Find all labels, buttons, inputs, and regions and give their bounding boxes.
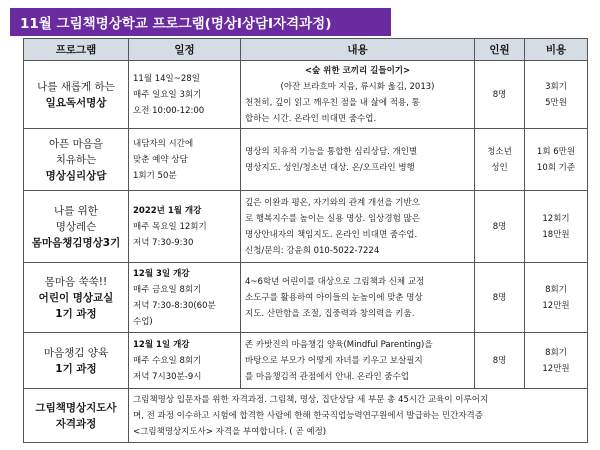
content-line: 소도구를 활용하여 아이들의 눈높이에 맞춘 명상 — [245, 292, 423, 303]
content-line: 지도. 산만함을 조절, 집중력과 창의력을 키움. — [245, 308, 415, 319]
people-cell — [475, 263, 525, 333]
program-line: 나를 위한 — [54, 204, 98, 217]
certification-notice — [129, 389, 588, 443]
table-row — [24, 61, 588, 129]
schedule-start: 2022년 1월 개강 — [133, 205, 202, 216]
program-line: 아픈 마음을 — [48, 137, 104, 150]
table-header-row — [24, 39, 588, 61]
program-name: 자격과정 — [55, 417, 97, 430]
content-line: 4~6학년 어린이를 대상으로 그림책과 신체 교정 — [245, 276, 425, 287]
program-line: 치유하는 — [55, 153, 97, 166]
content-line: 명상안내자의 책임지도. 온라인 비대면 줌수업. — [245, 229, 418, 240]
program-name: 명상심리상담 — [45, 169, 107, 182]
schedule-line: 오전 10:00-12:00 — [133, 105, 205, 116]
schedule-line: 저녁 7시30분-9시 — [133, 371, 202, 382]
program-name: 그림책명상지도사 — [35, 401, 117, 414]
table-row — [24, 333, 588, 389]
schedule-cell — [129, 333, 241, 389]
notice-line: <그림책명상지도사> 자격을 부여합니다. ( 곧 예정) — [133, 426, 327, 437]
header-people: 인원 — [475, 39, 525, 61]
book-credit: (아잔 브라흐마 지음, 류시화 옮김, 2013) — [280, 81, 435, 92]
cost-price: 18만원 — [542, 229, 570, 240]
schedule-line: 매주 수요일 8회기 — [133, 355, 202, 366]
people-value: 8명 — [492, 89, 507, 100]
schedule-cell — [129, 129, 241, 191]
people-value: 청소년 — [487, 146, 512, 157]
notice-line: 며, 전 과정 이수하고 시험에 합격한 사람에 한해 한국직업능력연구원에서 발급하는 민간자격증 — [133, 410, 483, 421]
cost-cell — [525, 333, 588, 389]
program-cell — [24, 389, 129, 443]
cost-cell — [525, 61, 588, 129]
cost-sessions: 3회기 — [545, 81, 567, 92]
schedule-line: 맞춘 예약 상담 — [133, 154, 188, 165]
people-cell — [475, 61, 525, 129]
content-line: 합하는 시간. 온라인 비대면 줌수업. — [245, 113, 377, 124]
content-cell — [241, 129, 475, 191]
table-row — [24, 191, 588, 263]
program-line: 마음챙김 양육 — [43, 346, 109, 359]
table-row — [24, 263, 588, 333]
schedule-line: 매주 일요일 3회기 — [133, 89, 202, 100]
schedule-line: 저녁 7:30-9:30 — [133, 237, 194, 248]
page-title: 11월 그림책명상학교 프로그램(명상I상담I자격과정) — [10, 8, 391, 36]
people-cell — [475, 129, 525, 191]
program-cell — [24, 129, 129, 191]
program-cell — [24, 263, 129, 333]
program-line: 명상레슨 — [55, 220, 97, 233]
program-name: 어린이 명상교실 — [38, 291, 114, 304]
schedule-line: 저녁 7:30-8:30(60분 — [133, 300, 216, 311]
content-cell — [241, 61, 475, 129]
cost-price: 1회 6만원 — [536, 146, 576, 157]
program-table — [23, 38, 588, 443]
book-title: <숲 위한 코끼리 길들이기> — [304, 65, 411, 76]
schedule-cell — [129, 61, 241, 129]
people-value: 8명 — [492, 221, 507, 232]
cost-cell — [525, 263, 588, 333]
content-cell — [241, 263, 475, 333]
people-cell — [475, 333, 525, 389]
content-line: 존 카밧진의 마음챙김 양육(Mindful Parenting)을 — [245, 339, 433, 350]
header-cost: 비용 — [525, 39, 588, 61]
content-line: 명상지도. 성인/청소년 대상. 온/오프라인 병행 — [245, 162, 415, 173]
program-term: 1기 과정 — [55, 307, 97, 320]
content-cell — [241, 191, 475, 263]
people-value: 8명 — [492, 292, 507, 303]
content-line: 깊은 이완과 평온, 자기와의 관계 개선을 기반으 — [245, 197, 420, 208]
cost-price: 12만원 — [542, 300, 570, 311]
schedule-line: 매주 금요일 8회기 — [133, 284, 202, 295]
cost-basis: 10회 기준 — [536, 162, 576, 173]
cost-cell — [525, 191, 588, 263]
program-cell — [24, 333, 129, 389]
cost-cell — [525, 129, 588, 191]
people-value: 성인 — [491, 162, 508, 173]
schedule-line: 매주 목요일 12회기 — [133, 221, 207, 232]
cost-price: 12만원 — [542, 363, 570, 374]
schedule-line: 11월 14일~28일 — [133, 73, 200, 84]
content-line: 바탕으로 부모가 어떻게 자녀를 키우고 보살필지 — [245, 355, 423, 366]
program-cell — [24, 191, 129, 263]
header-program: 프로그램 — [24, 39, 129, 61]
cost-sessions: 8회기 — [545, 284, 567, 295]
cost-sessions: 12회기 — [542, 213, 570, 224]
people-value: 8명 — [492, 355, 507, 366]
content-line: 천천히, 깊이 읽고 깨우친 점을 내 삶에 적용, 통 — [245, 97, 420, 108]
schedule-cell — [129, 191, 241, 263]
schedule-line: 1회기 50분 — [133, 170, 177, 181]
table-row — [24, 129, 588, 191]
program-cell — [24, 61, 129, 129]
program-line: 몸마음 쑥쑥!! — [44, 275, 108, 288]
header-schedule: 일정 — [129, 39, 241, 61]
program-term: 1기 과정 — [55, 362, 97, 375]
table-row — [24, 389, 588, 443]
content-cell — [241, 333, 475, 389]
schedule-start: 12월 1일 개강 — [133, 339, 190, 350]
contact-line: 신청/문의: 강윤희 010-5022-7224 — [245, 245, 380, 256]
schedule-cell — [129, 263, 241, 333]
program-name: 일요독서명상 — [45, 96, 107, 109]
notice-line: 그림책명상 입문자를 위한 자격과정. 그림책, 명상, 집단상담 세 부문 총 45시간 교육이 이루어지 — [133, 394, 489, 405]
program-line: 나를 새롭게 하는 — [37, 80, 115, 93]
header-content: 내용 — [241, 39, 475, 61]
content-line: 로 행복지수를 높이는 실용 명상. 임상경험 많은 — [245, 213, 420, 224]
cost-price: 5만원 — [545, 97, 567, 108]
content-line: 를 마음챙김적 관점에서 안내. 온라인 줌수업 — [245, 371, 410, 382]
program-name: 몸마음챙김명상3기 — [31, 236, 121, 249]
schedule-line: 수업) — [133, 316, 153, 327]
schedule-line: 내담자의 시간에 — [133, 138, 194, 149]
schedule-start: 12월 3일 개강 — [133, 268, 190, 279]
content-line: 명상의 치유적 기능을 통합한 심리상담. 개인별 — [245, 146, 418, 157]
cost-sessions: 8회기 — [545, 347, 567, 358]
people-cell — [475, 191, 525, 263]
